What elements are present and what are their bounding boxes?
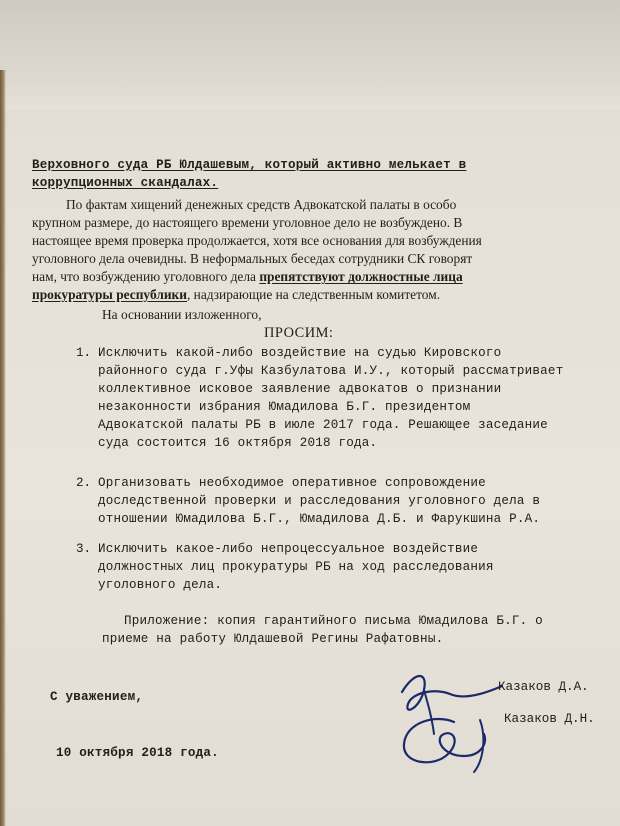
paper-top-shadow [0, 0, 620, 110]
intro-text-1: Верховного суда РБ Юлдашевым, который активно мелькает в [32, 158, 467, 172]
item-1-line-4: незаконности избрания Юмадилова Б.Г. президентом [98, 400, 471, 414]
signatory-2: Казаков Д.Н. [504, 712, 595, 726]
paragraph-line-5a: нам, что возбуждению уголовного дела [32, 269, 260, 284]
item-3-line-1: Исключить какое-либо непроцессуальное воздействие [98, 542, 479, 556]
paragraph-line-4: уголовного дела очевидны. В неформальных беседах сотрудники СК говорят [32, 251, 473, 266]
item-1-number: 1. [76, 346, 92, 360]
signatory-1: Казаков Д.А. [498, 680, 589, 694]
letter-page [6, 128, 620, 826]
item-3-line-3: уголовного дела. [98, 578, 223, 592]
item-1-line-2: районного суда г.Уфы Казбулатова И.У., который рассматривает [98, 364, 564, 378]
letter-date: 10 октября 2018 года. [56, 746, 219, 760]
paragraph-line-6b: , надзирающие на следственным комитетом. [186, 287, 441, 302]
basis-line: На основании изложенного, [102, 307, 262, 322]
item-2-number: 2. [76, 476, 92, 490]
item-1-line-6: суда состоится 16 октября 2018 года. [98, 436, 378, 450]
request-heading: ПРОСИМ: [264, 325, 334, 341]
paragraph-emphasis-2: прокуратуры республики [32, 287, 187, 302]
paragraph-emphasis-1: препятствуют должностные лица [259, 269, 463, 284]
item-3-line-2: должностных лиц прокуратуры РБ на ход расследования [98, 560, 494, 574]
paragraph-line-2: крупном размере, до настоящего времени уголовное дело не возбуждено. В [32, 215, 463, 230]
paragraph-line-5 [32, 268, 463, 286]
intro-text-2: коррупционных скандалах. [32, 176, 219, 190]
intro-line-1 [32, 156, 466, 174]
closing-text: С уважением, [50, 690, 144, 704]
item-2-line-2: доследственной проверки и расследования уголовного дела в [98, 494, 541, 508]
handwritten-signature [384, 664, 514, 774]
item-2-line-3: отношении Юмадилова Б.Г., Юмадилова Д.Б. и Фарукшина Р.А. [98, 512, 541, 526]
paragraph-line-6 [32, 286, 440, 304]
item-1-line-5: Адвокатской палаты РБ в июле 2017 года. Решающее заседание [98, 418, 548, 432]
paragraph-line-1: По фактам хищений денежных средств Адвокатской палаты в особо [66, 197, 457, 212]
item-3-number: 3. [76, 542, 92, 556]
item-1-line-3: коллективное исковое заявление адвокатов о признании [98, 382, 502, 396]
paragraph-line-3: настоящее время проверка продолжается, хотя все основания для возбуждения [32, 233, 482, 248]
attachment-line-1: Приложение: копия гарантийного письма Юмадилова Б.Г. о [124, 614, 543, 628]
intro-line-2 [32, 174, 218, 192]
attachment-line-2: приеме на работу Юлдашевой Регины Рафатовны. [102, 632, 444, 646]
item-2-line-1: Организовать необходимое оперативное сопровождение [98, 476, 486, 490]
item-1-line-1: Исключить какой-либо воздействие на судью Кировского [98, 346, 502, 360]
